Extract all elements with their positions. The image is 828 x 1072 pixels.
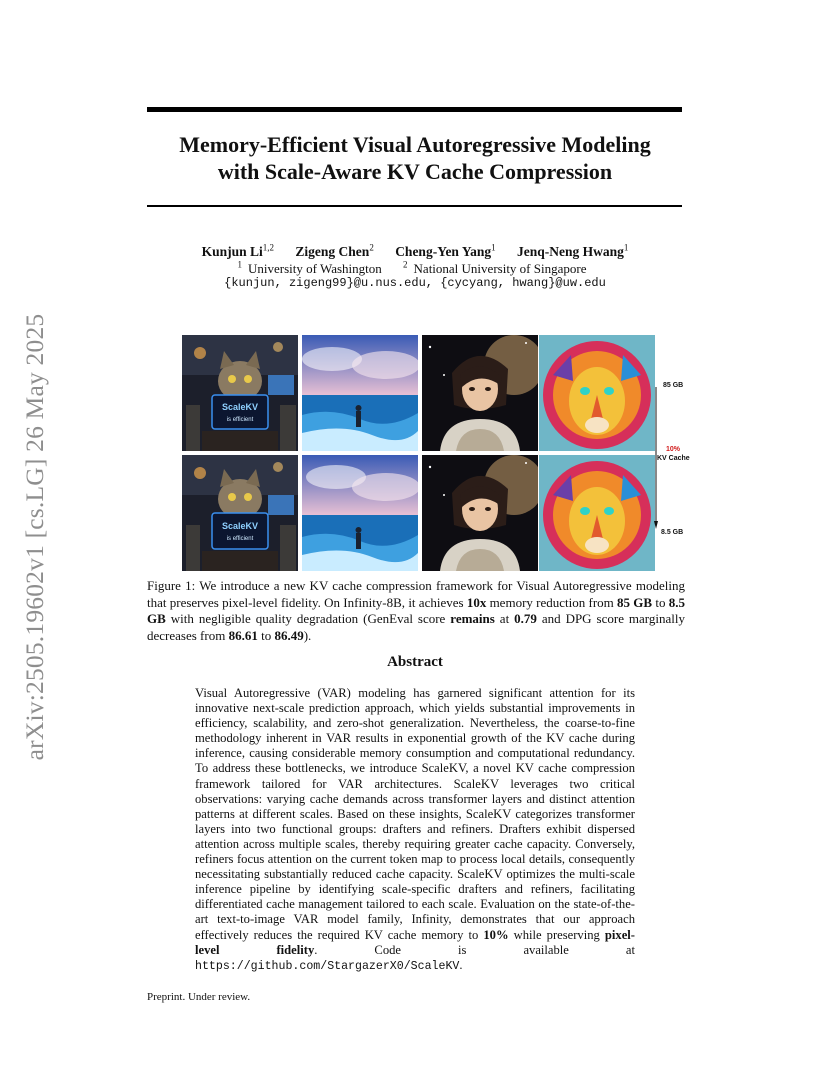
abstract-text: while preserving (508, 927, 605, 942)
label-85gb: 85 GB (663, 382, 684, 389)
image-ocean-compressed (302, 455, 418, 571)
image-ocean-original (302, 335, 418, 451)
author (517, 244, 628, 259)
image-lion-compressed (539, 455, 655, 571)
author-name: Zigeng Chen (295, 243, 370, 259)
affiliation-name: University of Washington (248, 261, 382, 277)
author-affil-mark: 1 (623, 242, 629, 252)
author-affil-mark: 1 (491, 242, 496, 252)
caption-bold: 10x (466, 594, 487, 610)
caption-bold: remains (450, 611, 495, 626)
caption-text: with negligible quality degradation (GenEval score (165, 611, 451, 626)
caption-bold: 86.61 (228, 627, 258, 643)
sign-text-1: ScaleKV (221, 521, 259, 531)
author-list (120, 242, 710, 260)
abstract-text: Visual Autoregressive (VAR) modeling has garnered significant attention for its innovative next-scale prediction approach, which yields substantial improvements in efficiency, scalability, and zero-shot generalization. Nevertheless, the coarse-to-fine methodology inherent in VAR results in exponential growth of the KV cache during inference, causing considerable memory consumption and computational redundancy. To address these bottlenecks, we introduce ScaleKV, a novel KV cache compression framework tailored for VAR architectures. ScaleKV leverages two critical observations: varying cache demands across transformer layers and distinct attention patterns at different scales. Based on these insights, ScaleKV categorizes transformer layers into two functional groups: drafters and refiners. Drafters exhibit dispersed attention across multiple scales, thereby requiring greater cache capacity. Conversely, refiners focus attention on the current token map to process local details, consequently necessitating substantially reduced cache capacity. ScaleKV optimizes the multi-scale inference pipeline by identifying scale-specific drafters and refiners, facilitating differentiated cache management tailored to each scale. Evaluation on the state-of-the-art text-to-image VAR model family, Infinity, demonstrates that our approach effectively reduces the required KV cache memory to (195, 686, 635, 942)
affiliation-list (120, 260, 710, 277)
label-8-5gb: 8.5 GB (661, 529, 684, 536)
arxiv-identifier-text: arXiv:2505.19602v1 [cs.LG] 26 May 2025 (20, 313, 49, 761)
figure-1 (182, 335, 700, 571)
caption-text: and DPG score marginally decreases from (147, 611, 685, 643)
title-line-2: with Scale-Aware KV Cache Compression (217, 159, 613, 184)
caption-bold: 8.5 GB (147, 594, 685, 626)
caption-bold: 86.49 (274, 627, 304, 643)
caption-text: Figure 1: We introduce a new KV cache compression framework for Visual Autoregressive modeling that preserves pixel-level fidelity. On Infinity-8B, it achieves (147, 578, 685, 610)
caption-text: memory reduction from (486, 594, 618, 610)
abstract-text: . Code is available at (314, 942, 635, 957)
image-cat-original (182, 335, 298, 451)
image-astronaut-original (422, 335, 538, 451)
abstract-bold: 10% (483, 927, 509, 942)
title-top-rule (147, 107, 682, 112)
affiliation (238, 261, 388, 276)
caption-bold: 0.79 (514, 611, 537, 626)
image-cat-compressed (182, 455, 298, 571)
sign-text-1: ScaleKV (221, 402, 259, 412)
abstract-heading: Abstract (387, 654, 443, 670)
author (295, 244, 373, 259)
author-name: Kunjun Li (201, 243, 263, 259)
title-line-1: Memory-Efficient Visual Autoregressive Modeling (179, 132, 651, 157)
affiliation-mark: 1 (237, 260, 243, 270)
caption-text: to (652, 594, 669, 610)
arxiv-identifier (22, 298, 48, 776)
caption-text: to (257, 627, 275, 643)
preprint-note: Preprint. Under review. (147, 991, 251, 1003)
caption-bold: 85 GB (617, 594, 653, 610)
caption-text: ). (303, 627, 312, 643)
image-astronaut-compressed (422, 455, 538, 571)
paper-title (120, 131, 710, 185)
affiliation-mark: 2 (403, 260, 408, 270)
label-kv-cache: KV Cache (657, 455, 690, 462)
figure-caption (147, 578, 685, 644)
author-affil-mark: 2 (369, 242, 374, 252)
abstract-text: . (459, 957, 463, 972)
abstract-bold: pixel-level fidelity (195, 927, 635, 957)
sign-text-2: is efficient (226, 536, 254, 542)
sign-text-2: is efficient (226, 417, 254, 423)
title-bottom-rule (147, 205, 682, 207)
affiliation (403, 261, 592, 276)
author-affil-mark: 1,2 (262, 242, 275, 252)
author (395, 244, 495, 259)
author-emails: {kunjun, zigeng99}@u.nus.edu, {cycyang, hwang}@uw.edu (224, 276, 606, 290)
caption-text: at (494, 611, 515, 626)
affiliation-name: National University of Singapore (413, 261, 587, 277)
code-repository-link[interactable]: https://github.com/StargazerX0/ScaleKV (195, 959, 460, 973)
abstract-body (195, 686, 635, 974)
author (202, 244, 274, 259)
image-lion-original (539, 335, 655, 451)
label-10-percent: 10% (666, 446, 681, 453)
author-name: Cheng-Yen Yang (395, 243, 492, 259)
author-name: Jenq-Neng Hwang (516, 243, 624, 259)
